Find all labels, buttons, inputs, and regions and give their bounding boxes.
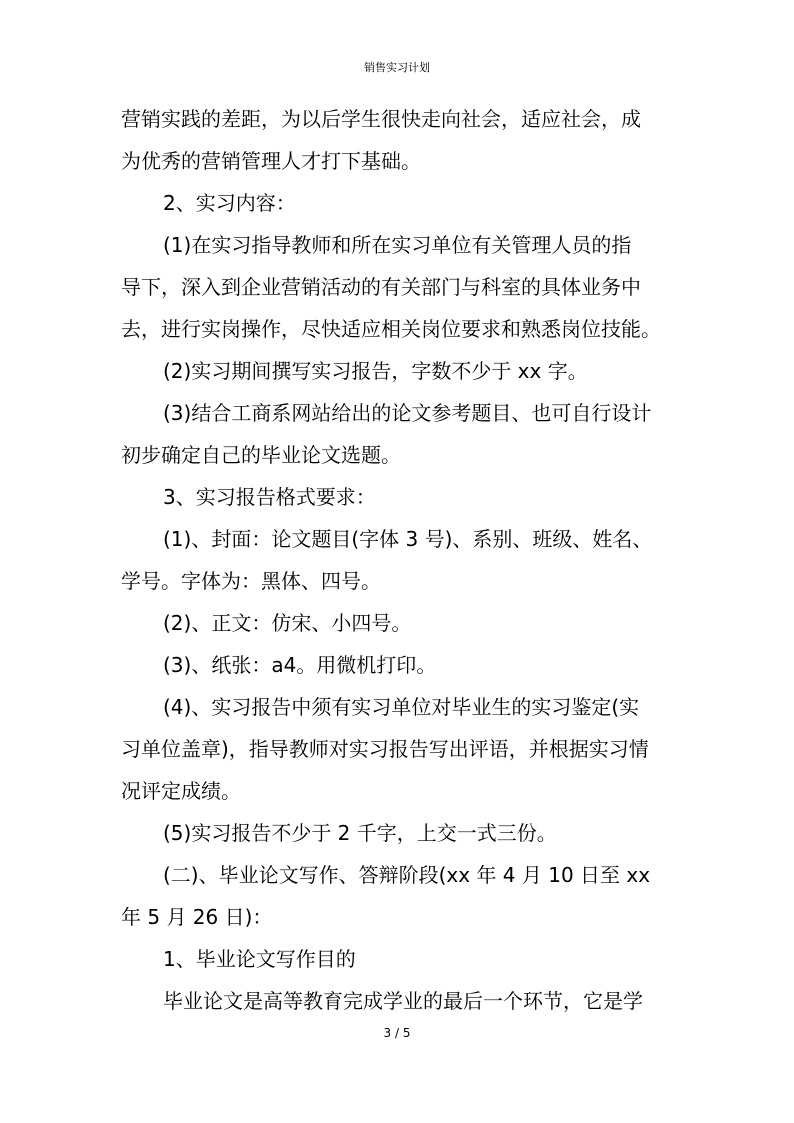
text-line: (4)、实习报告中须有实习单位对毕业生的实习鉴定(实 <box>163 695 640 719</box>
section-heading: 1、毕业论文写作目的 <box>163 947 356 971</box>
text-line: 去，进行实岗操作，尽快适应相关岗位要求和熟悉岗位技能。 <box>121 317 661 341</box>
text-line: (2)实习期间撰写实习报告，字数不少于 xx 字。 <box>163 359 588 383</box>
section-heading: 2、实习内容： <box>163 191 296 215</box>
page-header-title: 销售实习计划 <box>364 61 430 74</box>
text-line: 年 5 月 26 日)： <box>121 905 273 929</box>
text-line: (3)结合工商系网站给出的论文参考题目、也可自行设计 <box>163 401 652 425</box>
text-line: 营销实践的差距，为以后学生很快走向社会，适应社会，成 <box>121 107 641 131</box>
text-line: 初步确定自己的毕业论文选题。 <box>121 443 401 467</box>
text-line: 况评定成绩。 <box>121 779 241 803</box>
text-line: 习单位盖章)，指导教师对实习报告写出评语，并根据实习情 <box>121 737 649 761</box>
section-heading: 3、实习报告格式要求： <box>163 485 376 509</box>
section-heading: (二)、毕业论文写作、答辩阶段(xx 年 4 月 10 日至 xx <box>163 863 651 887</box>
text-line: (2)、正文：仿宋、小四号。 <box>163 611 412 635</box>
text-line: 导下，深入到企业营销活动的有关部门与科室的具体业务中 <box>121 275 641 299</box>
document-body <box>121 98 681 1022</box>
text-line: (1)、封面：论文题目(字体 3 号)、系别、班级、姓名、 <box>163 527 653 551</box>
page-number: 3 / 5 <box>383 1026 411 1040</box>
text-line: 为优秀的营销管理人才打下基础。 <box>121 149 421 173</box>
text-line: (3)、纸张：a4。用微机打印。 <box>163 653 437 677</box>
text-line: 毕业论文是高等教育完成学业的最后一个环节，它是学 <box>163 989 643 1013</box>
text-line: (5)实习报告不少于 2 千字，上交一式三份。 <box>163 821 557 845</box>
text-line: 学号。字体为：黑体、四号。 <box>121 569 381 593</box>
text-line: (1)在实习指导教师和所在实习单位有关管理人员的指 <box>163 233 632 257</box>
